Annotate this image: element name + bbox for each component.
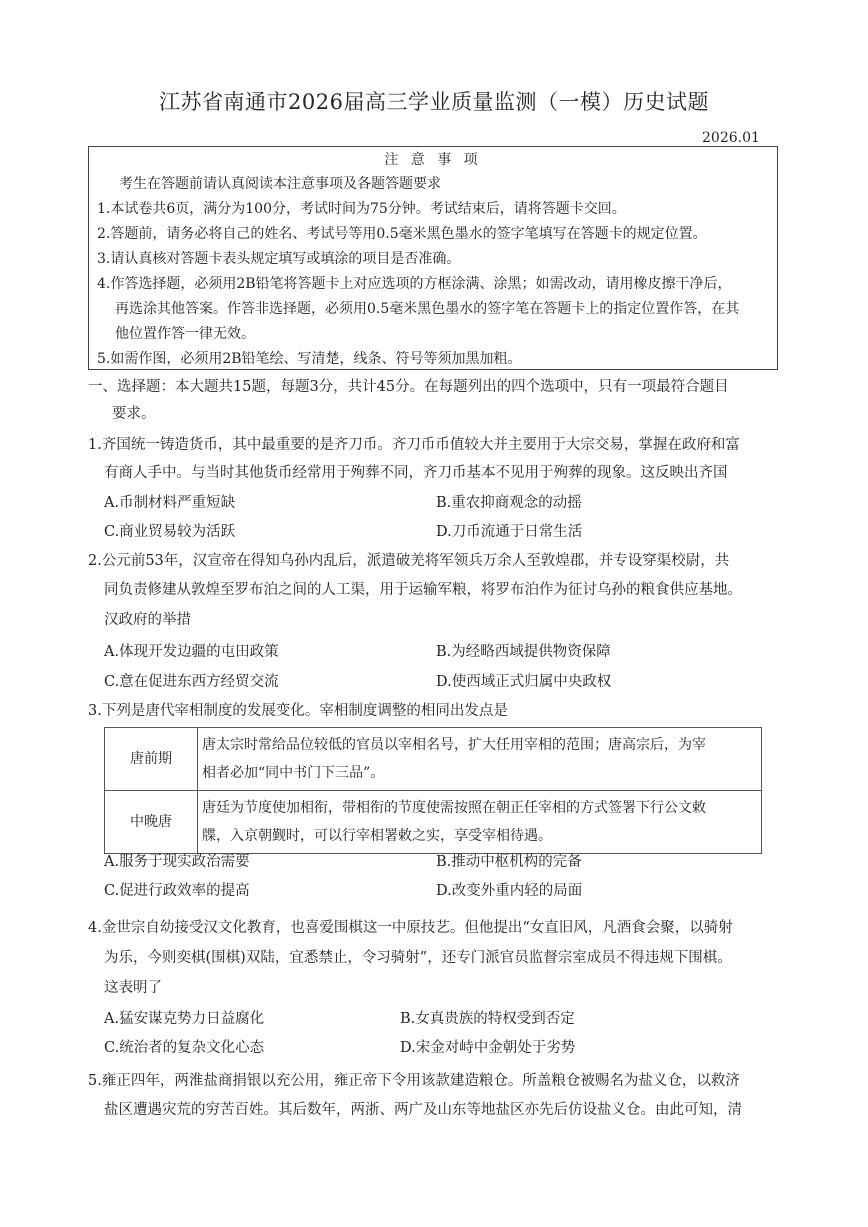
notice-intro: 考生在答题前请认真阅读本注意事项及各题答题要求 <box>119 176 441 192</box>
exam-date: 2026.01 <box>702 130 760 146</box>
q5-stem: 5.雍正四年，两淮盐商捐银以充公用，雍正帝下令用该款建造粮仓。所盖粮仓被赐名为盐义仓，以救济 <box>88 1073 740 1089</box>
notice-item: 3.请认真核对答题卡表头规定填写或填涂的项目是否准确。 <box>97 251 461 267</box>
exam-title: 江苏省南通市2026届高三学业质量监测（一模）历史试题 <box>159 90 709 114</box>
q4-stem: 4.金世宗自幼接受汉文化教育，也喜爱围棋这一中原技艺。但他提出“女直旧风，凡酒食会聚，以骑射 <box>88 920 733 936</box>
q3-option-c: C.促进行政效率的提高 <box>104 883 250 899</box>
notice-item: 再选涂其他答案。作答非选择题，必须用0.5毫米黑色墨水的签字笔在答题卡上的指定位置作答，在其 <box>115 301 740 317</box>
q1-option-a: A.币制材料严重短缺 <box>104 495 236 511</box>
notice-item: 5.如需作图，必须用2B铅笔绘、写清楚，线条、符号等须加黑加粗。 <box>97 351 522 367</box>
q4-option-d: D.宋金对峙中金朝处于劣势 <box>400 1040 576 1056</box>
q2-option-c: C.意在促进东西方经贸交流 <box>104 674 279 690</box>
q1-option-b: B.重农抑商观念的动摇 <box>436 495 582 511</box>
table-cell <box>198 728 762 791</box>
table-cell-line: 牒，入京朝觐时，可以行宰相署敕之实，享受宰相待遇。 <box>202 828 552 844</box>
table-row-head: 中晚唐 <box>105 791 198 854</box>
section-heading: 一、选择题：本大题共15题，每题3分，共计45分。在每题列出的四个选项中，只有一项最符合题目 <box>88 379 729 395</box>
q3-option-d: D.改变外重内轻的局面 <box>436 883 583 899</box>
q4-option-b: B.女真贵族的特权受到否定 <box>400 1011 575 1027</box>
table-cell-line: 唐太宗时常给品位较低的官员以宰相名号，扩大任用宰相的范围；唐高宗后，为宰 <box>202 737 706 753</box>
table-cell <box>198 791 762 854</box>
table-cell-line: 相者必加“同中书门下三品”。 <box>202 765 385 781</box>
table-row-head: 唐前期 <box>105 728 198 791</box>
q3-table <box>104 727 762 854</box>
q2-stem: 同负责修建从敦煌至罗布泊之间的人工渠，用于运输军粮，将罗布泊作为征讨乌孙的粮食供应基地。 <box>104 582 742 598</box>
table-row <box>105 791 762 854</box>
section-heading-cont: 要求。 <box>112 406 156 422</box>
table-row <box>105 728 762 791</box>
q3-stem: 3.下列是唐代宰相制度的发展变化。宰相制度调整的相同出发点是 <box>88 703 508 719</box>
q2-option-b: B.为经略西域提供物资保障 <box>436 644 611 660</box>
notice-title: 注 意 事 项 <box>384 152 482 168</box>
q2-stem: 汉政府的举措 <box>104 612 191 628</box>
q2-option-d: D.使西域正式归属中央政权 <box>436 674 612 690</box>
notice-item: 1.本试卷共6页，满分为100分，考试时间为75分钟。考试结束后，请将答题卡交回。 <box>97 201 626 217</box>
q5-stem: 盐区遭遇灾荒的穷苦百姓。其后数年，两浙、两广及山东等地盐区亦先后仿设盐义仓。由此可知，清 <box>104 1102 742 1118</box>
q1-option-d: D.刀币流通于日常生活 <box>436 524 583 540</box>
q3-option-a: A.服务于现实政治需要 <box>104 854 250 870</box>
q2-option-a: A.体现开发边疆的屯田政策 <box>104 644 279 660</box>
q4-option-c: C.统治者的复杂文化心态 <box>104 1040 265 1056</box>
q4-stem: 为乐，今则奕棋(围棋)双陆，宜悉禁止，令习骑射”，还专门派官员监督宗室成员不得违规下围棋。 <box>104 950 732 966</box>
notice-item: 他位置作答一律无效。 <box>115 326 255 342</box>
table-cell-line: 唐廷为节度使加相衔，带相衔的节度使需按照在朝正任宰相的方式签署下行公文敕 <box>202 800 706 816</box>
q1-stem: 1.齐国统一铸造货币，其中最重要的是齐刀币。齐刀币币值较大并主要用于大宗交易，掌握在政府和富 <box>88 437 740 453</box>
q2-stem: 2.公元前53年，汉宣帝在得知乌孙内乱后，派遣破羌将军领兵万余人至敦煌郡，并专设穿渠校尉，共 <box>88 553 730 569</box>
q1-option-c: C.商业贸易较为活跃 <box>104 524 236 540</box>
notice-item: 4.作答选择题，必须用2B铅笔将答题卡上对应选项的方框涂满、涂黑；如需改动，请用橡皮擦干净后， <box>97 276 732 292</box>
notice-box <box>88 146 778 370</box>
q4-option-a: A.猛安谋克势力日益腐化 <box>104 1011 265 1027</box>
q1-stem: 有商人手中。与当时其他货币经常用于殉葬不同，齐刀币基本不见用于殉葬的现象。这反映出齐国 <box>104 465 728 481</box>
notice-item: 2.答题前，请务必将自己的姓名、考试号等用0.5毫米黑色墨水的签字笔填写在答题卡的规定位置。 <box>97 226 707 242</box>
q4-stem: 这表明了 <box>104 980 162 996</box>
q3-option-b: B.推动中枢机构的完备 <box>436 854 582 870</box>
